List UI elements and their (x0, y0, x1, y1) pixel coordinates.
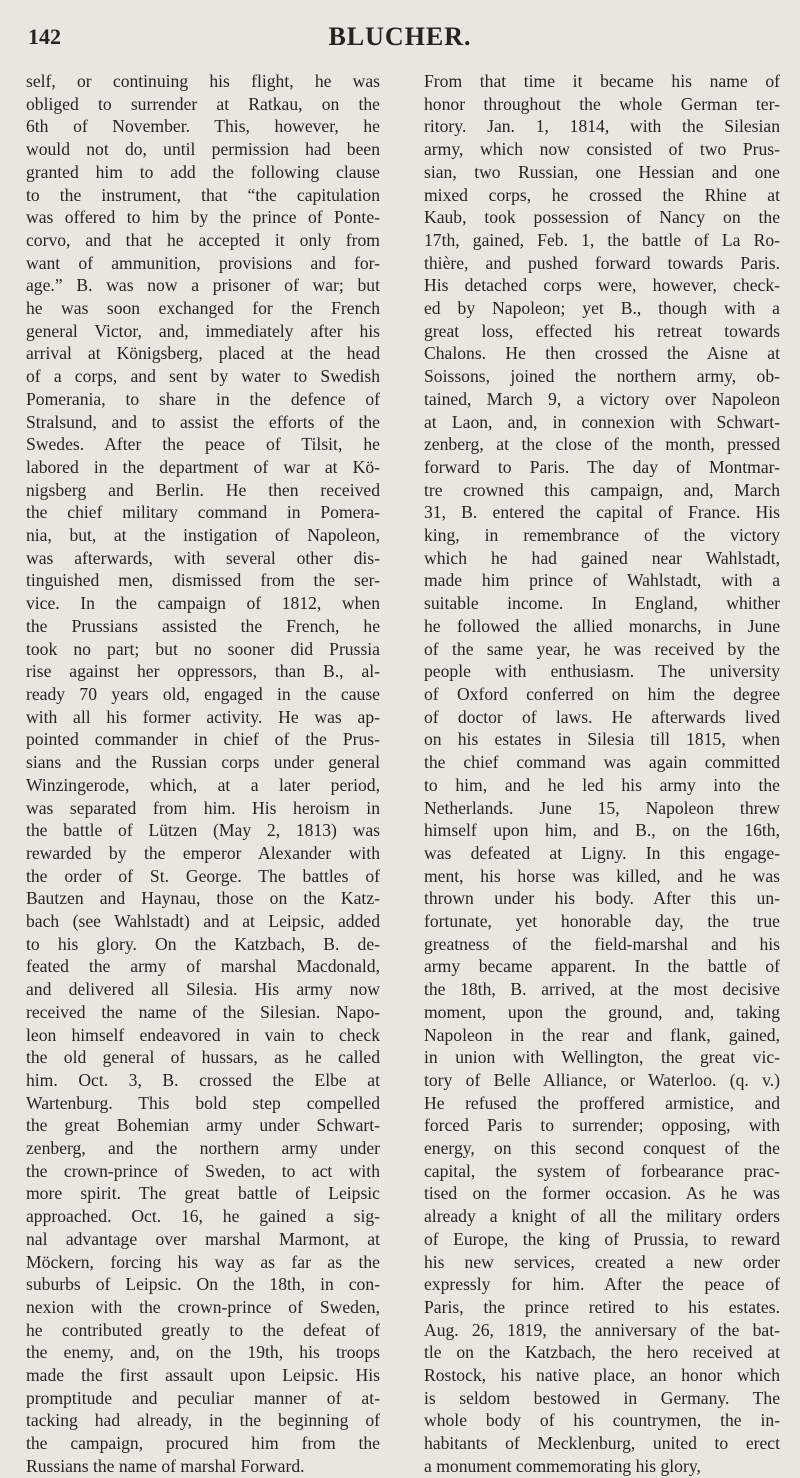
text-line: leon himself endeavored in vain to check (26, 1024, 380, 1045)
text-line: great loss, effected his retreat towards (424, 320, 780, 341)
text-line: Wartenburg. This bold step compelled (26, 1092, 380, 1113)
text-line: a monument commemorating his glory, (424, 1455, 701, 1476)
text-line: took no part; but no sooner did Prussia (26, 638, 380, 659)
text-line: expressly for him. After the peace of (424, 1274, 780, 1295)
text-line: tinguished men, dismissed from the ser- (26, 570, 380, 591)
text-line: tacking had already, in the beginning of (26, 1410, 380, 1431)
text-line: mixed corps, he crossed the Rhine at (424, 184, 780, 205)
text-line: age.” B. was now a prisoner of war; but (26, 275, 380, 296)
text-line: was offered to him by the prince of Ponte- (26, 207, 380, 228)
text-line: which he had gained near Wahlstadt, (424, 547, 780, 568)
text-line: of doctor of laws. He afterwards lived (424, 706, 780, 727)
text-line: forward to Paris. The day of Montmar- (424, 456, 780, 477)
text-line: Stralsund, and to assist the efforts of the (26, 411, 380, 432)
text-line: his new services, created a new order (424, 1251, 780, 1272)
page-number: 142 (28, 24, 61, 49)
text-line: already a knight of all the military orders (424, 1206, 780, 1227)
text-line: nexion with the crown-prince of Sweden, (26, 1296, 380, 1317)
text-line: whole body of his countrymen, the in- (424, 1410, 780, 1431)
text-line: greatness of the field-marshal and his (424, 933, 780, 954)
text-line: Napoleon in the rear and flank, gained, (424, 1024, 780, 1045)
text-line: zenberg, and the northern army under (26, 1138, 380, 1159)
text-line: capital, the system of forbearance prac- (424, 1160, 780, 1181)
text-line: and delivered all Silesia. His army now (26, 979, 380, 1000)
text-line: Winzingerode, which, at a later period, (26, 774, 380, 795)
text-line: himself upon him, and B., on the 16th, (424, 820, 780, 841)
text-line: fortunate, yet honorable day, the true (424, 911, 780, 932)
text-line: of Europe, the king of Prussia, to reward (424, 1228, 780, 1249)
text-line: sian, two Russian, one Hessian and one (424, 161, 780, 182)
text-line: Pomerania, to share in the defence of (26, 388, 380, 409)
text-line: the campaign, procured him from the (26, 1433, 380, 1454)
text-line: Aug. 26, 1819, the anniversary of the bat- (424, 1319, 780, 1340)
text-line: He refused the proffered armistice, and (424, 1092, 780, 1113)
text-line: king, in remembrance of the victory (424, 525, 780, 546)
text-line: 31, B. entered the capital of France. His (424, 502, 780, 523)
text-line: the Prussians assisted the French, he (26, 615, 380, 636)
text-line: the order of St. George. The battles of (26, 865, 380, 886)
text-line: promptitude and peculiar manner of at- (26, 1387, 380, 1408)
text-line: he contributed greatly to the defeat of (26, 1319, 380, 1340)
text-line: feated the army of marshal Macdonald, (26, 956, 380, 977)
text-line: ment, his horse was killed, and he was (424, 865, 780, 886)
running-title: BLUCHER. (328, 22, 472, 51)
text-line: him. Oct. 3, B. crossed the Elbe at (26, 1069, 380, 1090)
text-line: pointed commander in chief of the Prus- (26, 729, 380, 750)
text-line: tle on the Katzbach, the hero received at (424, 1342, 780, 1363)
text-line: zenberg, at the close of the month, pressed (424, 434, 780, 455)
text-line: moment, upon the ground, and, taking (424, 1001, 780, 1022)
text-line: the great Bohemian army under Schwart- (26, 1115, 380, 1136)
left-column (26, 70, 380, 1478)
text-line: thrown under his body. After this un- (424, 888, 780, 909)
text-line: 6th of November. This, however, he (26, 116, 380, 137)
text-line: nigsberg and Berlin. He then received (26, 479, 380, 500)
text-line: vice. In the campaign of 1812, when (26, 593, 380, 614)
text-line: was defeated at Ligny. In this engage- (424, 842, 780, 863)
text-line: the chief command was again committed (424, 752, 780, 773)
text-line: sians and the Russian corps under general (26, 752, 380, 773)
text-line: to him, and he led his army into the (424, 774, 780, 795)
text-line: he was soon exchanged for the French (26, 298, 380, 319)
text-line: From that time it became his name of (424, 71, 780, 91)
text-line: the enemy, and, on the 19th, his troops (26, 1342, 380, 1363)
text-line: people with enthusiasm. The university (424, 661, 780, 682)
text-line: of the same year, he was received by the (424, 638, 780, 659)
text-line: the battle of Lützen (May 2, 1813) was (26, 820, 380, 841)
text-line: rewarded by the emperor Alexander with (26, 842, 380, 863)
text-line: nia, but, at the instigation of Napoleon, (26, 525, 380, 546)
text-line: approached. Oct. 16, he gained a sig- (26, 1206, 380, 1227)
text-line: on his estates in Silesia till 1815, when (424, 729, 780, 750)
text-line: bach (see Wahlstadt) and at Leipsic, added (26, 911, 380, 932)
text-line: ritory. Jan. 1, 1814, with the Silesian (424, 116, 780, 137)
text-line: Rostock, his native place, an honor which (424, 1365, 780, 1386)
text-line: he followed the allied monarchs, in June (424, 615, 780, 636)
text-line: Soissons, joined the northern army, ob- (424, 366, 780, 387)
text-line: Swedes. After the peace of Tilsit, he (26, 434, 380, 455)
text-line: tory of Belle Alliance, or Waterloo. (q. v.) (424, 1069, 780, 1090)
text-line: the crown-prince of Sweden, to act with (26, 1160, 380, 1181)
text-line: the 18th, B. arrived, at the most decisive (424, 979, 780, 1000)
text-line: obliged to surrender at Ratkau, on the (26, 93, 380, 114)
text-line: rise against her oppressors, than B., al- (26, 661, 380, 682)
text-line: army, which now consisted of two Prus- (424, 139, 780, 160)
text-line: nal advantage over marshal Marmont, at (26, 1228, 380, 1249)
text-line: granted him to add the following clause (26, 161, 380, 182)
text-line: in union with Wellington, the great vic- (424, 1047, 780, 1068)
text-line: tre crowned this campaign, and, March (424, 479, 780, 500)
text-line: to his glory. On the Katzbach, B. de- (26, 933, 380, 954)
text-line: made the first assault upon Leipsic. His (26, 1365, 380, 1386)
text-line: want of ammunition, provisions and for- (26, 252, 380, 273)
text-line: self, or continuing his flight, he was (26, 71, 380, 91)
text-line: Möckern, forcing his way as far as the (26, 1251, 380, 1272)
text-line: to the instrument, that “the capitulation (26, 184, 380, 205)
text-line: 17th, gained, Feb. 1, the battle of La Ro- (424, 229, 780, 250)
text-line: tised on the former occasion. As he was (424, 1183, 780, 1204)
text-line: at Laon, and, in connexion with Schwart- (424, 411, 780, 432)
text-line: honor throughout the whole German ter- (424, 93, 780, 114)
text-line: thière, and pushed forward towards Paris. (424, 252, 780, 273)
text-line: was separated from him. His heroism in (26, 797, 380, 818)
text-line: is seldom bestowed in Germany. The (424, 1387, 780, 1408)
text-line: with all his former activity. He was ap- (26, 706, 380, 727)
text-line: of a corps, and sent by water to Swedish (26, 366, 380, 387)
text-line: made him prince of Wahlstadt, with a (424, 570, 780, 591)
text-line: His detached corps were, however, check- (424, 275, 780, 296)
text-line: received the name of the Silesian. Napo- (26, 1001, 380, 1022)
text-line: would not do, until permission had been (26, 139, 380, 160)
text-line: the old general of hussars, as he called (26, 1047, 380, 1068)
text-line: more spirit. The great battle of Leipsic (26, 1183, 380, 1204)
text-line: ed by Napoleon; yet B., though with a (424, 298, 780, 319)
text-line: army became apparent. In the battle of (424, 956, 780, 977)
text-line: suburbs of Leipsic. On the 18th, in con- (26, 1274, 380, 1295)
text-line: forced Paris to surrender; opposing, with (424, 1115, 780, 1136)
text-line: ready 70 years old, engaged in the cause (26, 683, 380, 704)
text-line: Chalons. He then crossed the Aisne at (424, 343, 780, 364)
text-line: Bautzen and Haynau, those on the Katz- (26, 888, 380, 909)
text-line: was afterwards, with several other dis- (26, 547, 380, 568)
text-line: Paris, the prince retired to his estates. (424, 1296, 780, 1317)
text-line: Kaub, took possession of Nancy on the (424, 207, 780, 228)
text-line: suitable income. In England, whither (424, 593, 780, 614)
text-line: labored in the department of war at Kö- (26, 456, 380, 477)
right-column (424, 70, 780, 1478)
text-line: corvo, and that he accepted it only from (26, 229, 380, 250)
text-line: energy, on this second conquest of the (424, 1138, 780, 1159)
text-line: arrival at Königsberg, placed at the head (26, 343, 380, 364)
text-line: the chief military command in Pomera- (26, 502, 380, 523)
text-line: of Oxford conferred on him the degree (424, 683, 780, 704)
text-line: Netherlands. June 15, Napoleon threw (424, 797, 780, 818)
text-line: habitants of Mecklenburg, united to erect (424, 1433, 780, 1454)
text-line: Russians the name of marshal Forward. (26, 1455, 305, 1476)
text-line: general Victor, and, immediately after his (26, 320, 380, 341)
text-line: tained, March 9, a victory over Napoleon (424, 388, 780, 409)
